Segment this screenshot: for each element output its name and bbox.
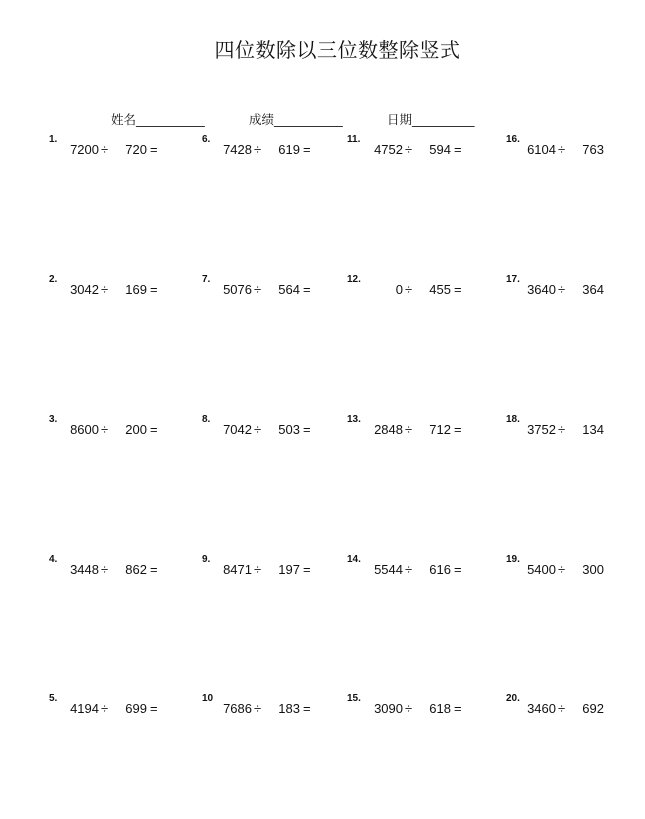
divide-sign: ÷ [558,701,566,716]
dividend: 5400 [527,562,556,577]
equals-sign: = [303,142,311,157]
divide-sign: ÷ [558,422,566,437]
divide-sign: ÷ [558,282,566,297]
divide-sign: ÷ [254,701,262,716]
divide-sign: ÷ [101,562,109,577]
problem-number: 3. [49,414,58,425]
divisor: 619 [278,142,300,157]
divide-sign: ÷ [405,562,413,577]
divisor: 618 [429,701,451,716]
divide-sign: ÷ [405,282,413,297]
equals-sign: = [150,701,158,716]
divide-sign: ÷ [254,142,262,157]
page-title: 四位数除以三位数整除竖式 [214,38,461,62]
dividend: 3752 [527,422,556,437]
divide-sign: ÷ [254,562,262,577]
equals-sign: = [150,422,158,437]
dividend: 3460 [527,701,556,716]
problem-number: 8. [202,414,211,425]
problem-number: 17. [506,274,520,285]
divide-sign: ÷ [101,282,109,297]
dividend: 4752 [374,142,403,157]
divisor: 692 [582,701,604,716]
dividend: 7428 [223,142,252,157]
divisor: 200 [125,422,147,437]
dividend: 3640 [527,282,556,297]
problem-number: 4. [49,554,58,565]
equals-sign: = [454,562,462,577]
dividend: 6104 [527,142,556,157]
problem-number: 5. [49,693,58,704]
dividend: 7686 [223,701,252,716]
equals-sign: = [150,282,158,297]
divisor: 564 [278,282,300,297]
problem-number: 10 [202,693,214,704]
equals-sign: = [150,142,158,157]
divide-sign: ÷ [254,422,262,437]
problem-number: 12. [347,274,361,285]
divisor: 720 [125,142,147,157]
score-field-label: 成绩___________ [249,112,343,127]
problem-number: 6. [202,134,211,145]
divisor: 455 [429,282,451,297]
divisor: 197 [278,562,300,577]
dividend: 3042 [70,282,99,297]
divisor: 134 [582,422,604,437]
dividend: 7042 [223,422,252,437]
divisor: 699 [125,701,147,716]
equals-sign: = [454,282,462,297]
divisor: 763 [582,142,604,157]
equals-sign: = [454,701,462,716]
problem-number: 2. [49,274,58,285]
dividend: 3090 [374,701,403,716]
problem-number: 7. [202,274,211,285]
equals-sign: = [150,562,158,577]
equals-sign: = [454,422,462,437]
divide-sign: ÷ [254,282,262,297]
dividend: 2848 [374,422,403,437]
divide-sign: ÷ [101,422,109,437]
divisor: 862 [125,562,147,577]
dividend: 5076 [223,282,252,297]
divide-sign: ÷ [405,422,413,437]
problem-number: 14. [347,554,361,565]
dividend: 4194 [70,701,99,716]
name-field-label: 姓名___________ [111,112,205,127]
problem-number: 13. [347,414,361,425]
divisor: 169 [125,282,147,297]
problem-number: 18. [506,414,520,425]
problem-number: 19. [506,554,520,565]
equals-sign: = [454,142,462,157]
dividend: 5544 [374,562,403,577]
problem-number: 20. [506,693,520,704]
dividend: 8471 [223,562,252,577]
divisor: 594 [429,142,451,157]
date-field-label: 日期__________ [387,112,475,127]
divide-sign: ÷ [558,142,566,157]
divisor: 300 [582,562,604,577]
divisor: 364 [582,282,604,297]
equals-sign: = [303,562,311,577]
dividend: 7200 [70,142,99,157]
problem-number: 15. [347,693,361,704]
divide-sign: ÷ [101,142,109,157]
dividend: 3448 [70,562,99,577]
equals-sign: = [303,701,311,716]
problem-number: 16. [506,134,520,145]
problem-number: 11. [347,134,361,145]
equals-sign: = [303,282,311,297]
divide-sign: ÷ [558,562,566,577]
divide-sign: ÷ [405,701,413,716]
problem-number: 9. [202,554,211,565]
divisor: 616 [429,562,451,577]
divide-sign: ÷ [405,142,413,157]
divide-sign: ÷ [101,701,109,716]
divisor: 712 [429,422,451,437]
divisor: 183 [278,701,300,716]
equals-sign: = [303,422,311,437]
dividend: 8600 [70,422,99,437]
problem-number: 1. [49,134,58,145]
dividend: 0 [395,282,403,297]
divisor: 503 [278,422,300,437]
